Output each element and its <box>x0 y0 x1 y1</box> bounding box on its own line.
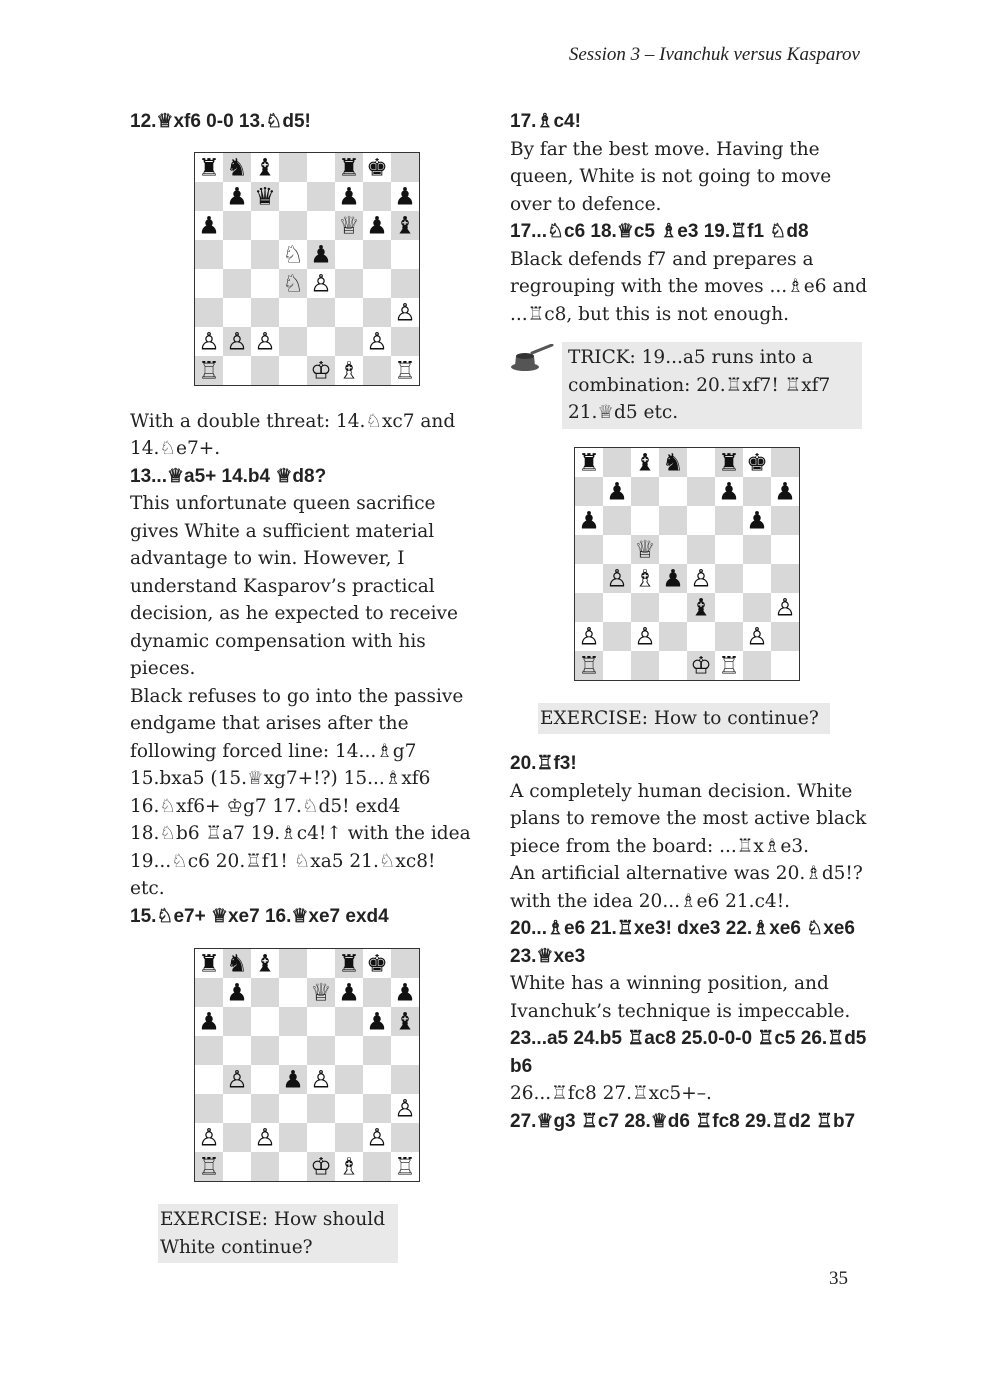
board-square <box>363 1065 391 1094</box>
board-square <box>335 1123 363 1152</box>
board-square <box>251 978 279 1007</box>
chess-piece: ♜ <box>338 949 360 978</box>
chess-piece: ♕ <box>338 211 360 239</box>
board-square <box>659 506 687 535</box>
board-square <box>279 1123 307 1152</box>
move-text: 17.♗c4! <box>510 111 581 132</box>
board-square <box>687 506 715 535</box>
board-square <box>715 564 743 593</box>
board-square <box>743 564 771 593</box>
move-text: 15.♘e7+ ♕xe7 16.♕xe7 exd4 <box>130 905 389 927</box>
board-square <box>195 1065 223 1094</box>
board-square <box>391 240 419 269</box>
board-square <box>575 535 603 564</box>
trick-box: TRICK: 19...a5 runs into a combination: 20.♖xf7! ♖xf7 21.♕d5 etc. <box>562 342 862 429</box>
chess-piece: ♙ <box>394 1094 416 1123</box>
board-square <box>223 269 251 298</box>
chess-piece: ♖ <box>394 1152 416 1181</box>
chess-piece: ♗ <box>338 356 360 384</box>
chess-piece: ♙ <box>366 1123 388 1152</box>
board-square <box>771 448 799 477</box>
body-text: A completely human decision. White plans to remove the most active black piece from the board: ...♖x♗e3. <box>510 780 873 857</box>
chess-piece: ♙ <box>226 1065 248 1094</box>
chess-piece: ♙ <box>690 564 712 592</box>
chess-piece: ♝ <box>394 211 416 239</box>
chess-piece: ♝ <box>254 153 276 181</box>
board-square <box>743 535 771 564</box>
chess-piece: ♜ <box>198 153 220 181</box>
chess-piece: ♝ <box>254 949 276 978</box>
body-text: With a double threat: 14.♘xc7 and 14.♘e7+. <box>130 410 462 459</box>
chess-piece: ♙ <box>310 1065 332 1094</box>
board-square <box>363 356 391 385</box>
board-square <box>335 298 363 327</box>
chess-piece: ♟ <box>774 477 796 505</box>
board-square <box>223 1123 251 1152</box>
chess-piece: ♟ <box>282 1065 304 1094</box>
board-square <box>743 593 771 622</box>
exercise-box: EXERCISE: How to continue? <box>538 703 830 735</box>
chess-piece: ♟ <box>606 477 628 505</box>
chess-piece: ♙ <box>198 327 220 355</box>
board-square <box>279 356 307 385</box>
board-square <box>575 564 603 593</box>
board-square <box>603 448 631 477</box>
board-square <box>279 978 307 1007</box>
board-square <box>335 269 363 298</box>
chess-piece: ♝ <box>690 593 712 621</box>
board-square <box>659 622 687 651</box>
board-square <box>279 1094 307 1123</box>
chess-piece: ♟ <box>662 564 684 592</box>
chess-piece: ♖ <box>578 651 600 679</box>
body-text: This unfortunate queen sacrifice gives White a sufficient material advantage to win. However, I understand Kasparov’s practical decision, as he expected to receive dynamic compensation with his pieces. <box>130 493 464 679</box>
chess-piece: ♖ <box>198 356 220 384</box>
board-square <box>335 1036 363 1065</box>
board-square <box>603 535 631 564</box>
board-square <box>251 1007 279 1036</box>
board-square <box>251 269 279 298</box>
board-square <box>363 269 391 298</box>
board-square <box>603 593 631 622</box>
board-square <box>687 622 715 651</box>
chess-piece: ♜ <box>578 448 600 476</box>
board-square <box>279 327 307 356</box>
board-square <box>307 1007 335 1036</box>
chess-piece: ♔ <box>690 651 712 679</box>
chess-piece: ♔ <box>310 356 332 384</box>
board-square <box>771 535 799 564</box>
chess-piece: ♚ <box>746 448 768 476</box>
board-square <box>659 535 687 564</box>
board-square <box>223 1152 251 1181</box>
board-square <box>335 1065 363 1094</box>
chess-piece: ♟ <box>226 978 248 1007</box>
board-square <box>363 298 391 327</box>
board-square <box>659 477 687 506</box>
board-square <box>223 240 251 269</box>
chess-diagram-1 <box>194 152 420 386</box>
magic-hat-icon <box>510 344 556 378</box>
board-square <box>279 153 307 182</box>
chess-piece: ♕ <box>634 535 656 563</box>
body-text: Black defends f7 and prepares a regrouping with the moves ...♗e6 and ...♖c8, but this is not enough. <box>510 248 874 325</box>
chess-piece: ♟ <box>394 978 416 1007</box>
chess-piece: ♚ <box>366 949 388 978</box>
board-square <box>251 211 279 240</box>
board-square <box>307 1094 335 1123</box>
chess-piece: ♕ <box>310 978 332 1007</box>
chess-piece: ♟ <box>338 182 360 210</box>
move-text: 13...♕a5+ 14.b4 ♕d8? <box>130 465 327 487</box>
chess-piece: ♟ <box>310 240 332 268</box>
chess-piece: ♟ <box>746 506 768 534</box>
chess-piece: ♙ <box>394 298 416 326</box>
board-square <box>279 1036 307 1065</box>
board-square <box>307 298 335 327</box>
board-square <box>307 327 335 356</box>
body-text: White has a winning position, and Ivanchuk’s technique is impeccable. <box>510 973 851 1022</box>
board-square <box>363 978 391 1007</box>
board-square <box>391 1036 419 1065</box>
chess-piece: ♙ <box>366 327 388 355</box>
board-square <box>223 356 251 385</box>
chess-piece: ♖ <box>198 1152 220 1181</box>
board-square <box>279 1007 307 1036</box>
chess-piece: ♟ <box>394 182 416 210</box>
board-square <box>771 622 799 651</box>
board-square <box>307 211 335 240</box>
board-square <box>279 298 307 327</box>
board-square <box>223 211 251 240</box>
board-square <box>195 269 223 298</box>
chess-diagram-3 <box>574 447 800 681</box>
board-square <box>575 477 603 506</box>
chess-piece: ♙ <box>254 327 276 355</box>
board-square <box>307 1036 335 1065</box>
chess-piece: ♟ <box>226 182 248 210</box>
board-square <box>603 506 631 535</box>
board-square <box>195 298 223 327</box>
body-text: By far the best move. Having the queen, White is not going to move over to defence. <box>510 138 838 215</box>
board-square <box>391 327 419 356</box>
move-text: 27.♕g3 ♖c7 28.♕d6 ♖fc8 29.♖d2 ♖b7 <box>510 1110 856 1132</box>
board-square <box>391 269 419 298</box>
board-square <box>363 182 391 211</box>
board-square <box>771 506 799 535</box>
chess-piece: ♜ <box>198 949 220 978</box>
board-square <box>631 477 659 506</box>
board-square <box>195 182 223 211</box>
chess-piece: ♟ <box>366 1007 388 1036</box>
board-square <box>195 978 223 1007</box>
chess-piece: ♞ <box>226 949 248 978</box>
chess-piece: ♟ <box>198 1007 220 1036</box>
board-square <box>195 240 223 269</box>
board-square <box>631 651 659 680</box>
board-square <box>251 1036 279 1065</box>
board-square <box>251 240 279 269</box>
chess-piece: ♙ <box>310 269 332 297</box>
board-square <box>659 651 687 680</box>
board-square <box>223 1094 251 1123</box>
chess-piece: ♙ <box>578 622 600 650</box>
board-square <box>251 1065 279 1094</box>
chess-piece: ♖ <box>394 356 416 384</box>
board-square <box>363 1152 391 1181</box>
board-square <box>279 1152 307 1181</box>
board-square <box>715 506 743 535</box>
board-square <box>307 182 335 211</box>
board-square <box>307 153 335 182</box>
move-text: 23...a5 24.b5 ♖ac8 25.0-0-0 ♖c5 26.♖d5 b6 <box>510 1028 872 1077</box>
chess-piece: ♙ <box>606 564 628 592</box>
board-square <box>335 1007 363 1036</box>
chess-piece: ♝ <box>634 448 656 476</box>
board-square <box>195 1036 223 1065</box>
board-square <box>603 651 631 680</box>
chess-piece: ♔ <box>310 1152 332 1181</box>
board-square <box>603 622 631 651</box>
board-square <box>307 949 335 978</box>
body-text: 26...♖fc8 27.♖xc5+–. <box>510 1083 712 1104</box>
chess-piece: ♟ <box>578 506 600 534</box>
chess-piece: ♜ <box>718 448 740 476</box>
board-square <box>307 1123 335 1152</box>
board-square <box>391 1123 419 1152</box>
right-column <box>510 108 874 1135</box>
chess-piece: ♙ <box>254 1123 276 1152</box>
chess-piece: ♝ <box>394 1007 416 1036</box>
move-text: 17...♘c6 18.♕c5 ♗e3 19.♖f1 ♘d8 <box>510 221 809 242</box>
board-square <box>687 535 715 564</box>
chess-piece: ♙ <box>634 622 656 650</box>
body-text: Black refuses to go into the passive endgame that arises after the following forced line: 14...♗g7 15.bxa5 (15.♕xg7+!?) 15...♗xf6 16.♘xf6+ ♔g7 17.♘d5! exd4 18.♘b6 ♖a7 19.♗c4!↑ with the idea 19...♘c6 20.♖f1! ♘xa5 21.♘xc8! etc. <box>130 685 477 899</box>
board-square <box>391 949 419 978</box>
board-square <box>279 182 307 211</box>
board-square <box>715 622 743 651</box>
move-text: 12.♕xf6 0-0 13.♘d5! <box>130 111 311 132</box>
board-square <box>715 593 743 622</box>
chess-piece: ♟ <box>338 978 360 1007</box>
board-square <box>223 1007 251 1036</box>
board-square <box>743 651 771 680</box>
board-square <box>771 651 799 680</box>
chess-piece: ♙ <box>774 593 796 621</box>
board-square <box>251 1152 279 1181</box>
board-square <box>279 949 307 978</box>
board-square <box>335 240 363 269</box>
move-text: 20.♖f3! <box>510 753 577 774</box>
board-square <box>335 327 363 356</box>
exercise-box: EXERCISE: How should White continue? <box>158 1204 398 1263</box>
chess-piece: ♘ <box>282 269 304 297</box>
chess-piece: ♚ <box>366 153 388 181</box>
chess-piece: ♟ <box>366 211 388 239</box>
board-square <box>743 477 771 506</box>
board-square <box>335 1094 363 1123</box>
board-square <box>251 1094 279 1123</box>
page-number: 35 <box>829 1268 848 1289</box>
chess-piece: ♙ <box>226 327 248 355</box>
chess-piece: ♘ <box>282 240 304 268</box>
board-square <box>631 506 659 535</box>
board-square <box>659 593 687 622</box>
chess-piece: ♙ <box>198 1123 220 1152</box>
chess-piece: ♟ <box>718 477 740 505</box>
board-square <box>279 211 307 240</box>
board-square <box>631 593 659 622</box>
board-square <box>391 153 419 182</box>
board-square <box>687 477 715 506</box>
left-column <box>130 108 475 1263</box>
chess-piece: ♞ <box>662 448 684 476</box>
chess-piece: ♗ <box>634 564 656 592</box>
board-square <box>687 448 715 477</box>
move-text: 20...♗e6 21.♖xe3! dxe3 22.♗xe6 ♘xe6 23.♕xe3 <box>510 918 861 967</box>
board-square <box>391 1065 419 1094</box>
chess-piece: ♙ <box>746 622 768 650</box>
board-square <box>363 240 391 269</box>
chess-piece: ♞ <box>226 153 248 181</box>
chess-piece: ♗ <box>338 1152 360 1181</box>
board-square <box>251 356 279 385</box>
board-square <box>575 593 603 622</box>
board-square <box>223 298 251 327</box>
board-square <box>223 1036 251 1065</box>
running-header: Session 3 – Ivanchuk versus Kasparov <box>568 44 860 65</box>
board-square <box>195 1094 223 1123</box>
board-square <box>771 564 799 593</box>
chess-diagram-2 <box>194 948 420 1182</box>
board-square <box>363 1094 391 1123</box>
board-square <box>363 1036 391 1065</box>
board-square <box>251 298 279 327</box>
chess-piece: ♛ <box>254 182 276 210</box>
chess-piece: ♟ <box>198 211 220 239</box>
board-square <box>715 535 743 564</box>
chess-piece: ♖ <box>718 651 740 679</box>
body-text: An artificial alternative was 20.♗d5!? with the idea 20...♗e6 21.c4!. <box>510 863 869 912</box>
chess-piece: ♜ <box>338 153 360 181</box>
